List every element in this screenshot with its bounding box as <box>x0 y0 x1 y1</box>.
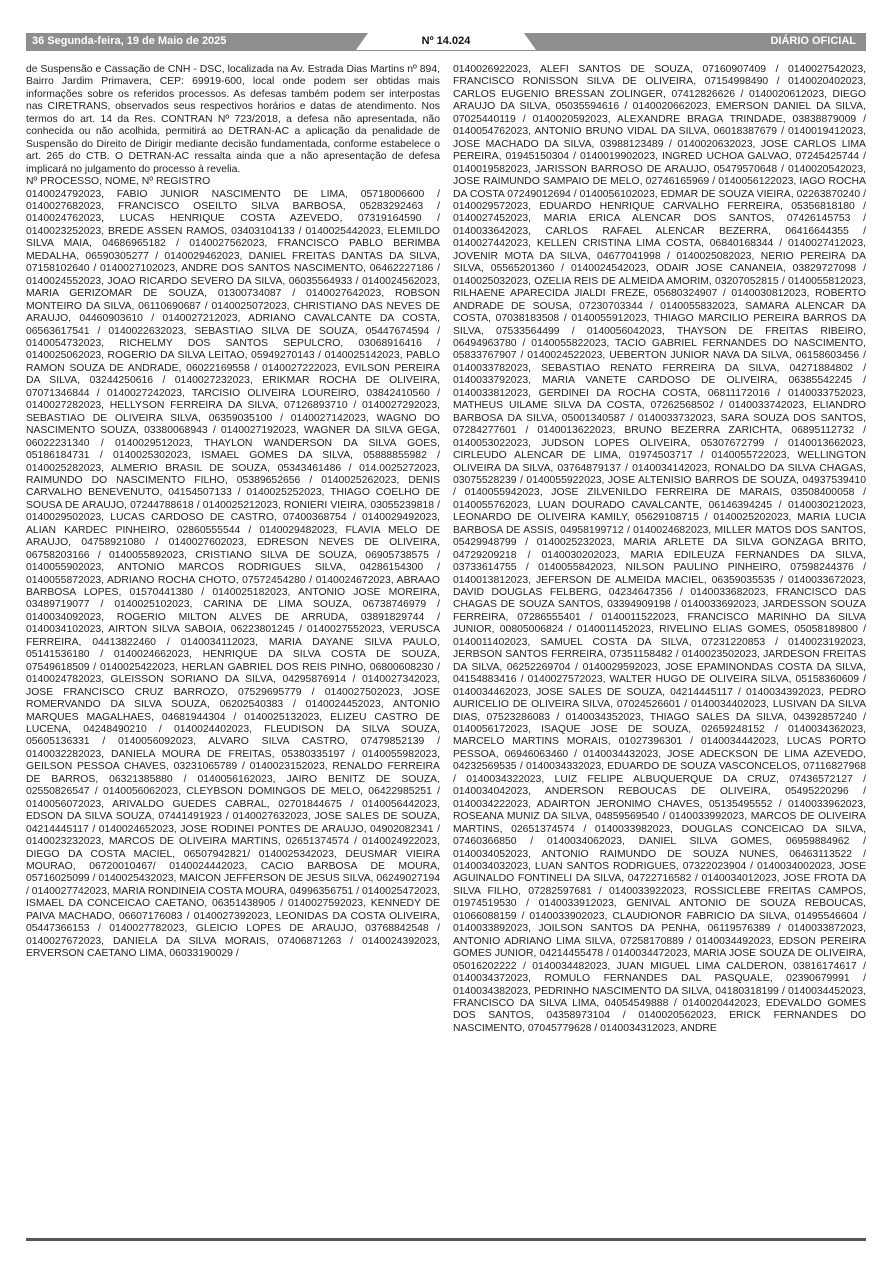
process-list-left: 0140024792023, FABIO JUNIOR NASCIMENTO DE LIMA, 05718006600 / 0140027682023, FRANCISCO OSEILTO SILVA BARBOSA, 05283292463 / 0140024762023, LUCAS HENRIQUE COSTA AZEVEDO, 07319164590 / 0140023252023, BREDE ASSEN RAMOS, 03403104133 / 0140025442023, ELEMILDO SILVA MAIA, 04686965182 / 0140027562023, FRANCISCO PABLO BERIMBA MEDALHA, 06590305277 / 0140029462023, DANIEL FREITAS DANTAS DA SILVA, 07158102640 / 0140027102023, ANDRE DOS SANTOS NASCIMENTO, 06462227186 / 0140024552023, JOAO RICARDO SEVERO DA SILVA, 06035564933 / 0140024562023, MARIA GERIZOMAR DE SOUZA, 01300734087 / 0140027642023, ROBSON MONTEIRO DA SILVA, 06110690687 / 0140025072023, CHRISTIANO DAS NEVES DE ARAUJO, 04460903610 / 0140027212023, ADRIANO CAVALCANTE DA COSTA, 06563617541 / 0140022632023, SEBASTIAO SILVA DE SOUZA, 05447674594 / 0140054732023, RICHELMY DOS SANTOS SEPULCRO, 03068916416 / 0140025062023, ROGERIO DA SILVA LEITAO, 05949270143 / 0140025142023, PABLO RAMON SOUZA DE ANDRADE, 06022169558 / 0140027222023, EVILSON PEREIRA DA SILVA, 03244250616 / 0140027232023, ERIKMAR ROCHA DE OLIVEIRA, 07071346844 / 0140027242023, TARCISIO OLIVEIRA LOUREIRO, 03842410560 / 0140027282023, HELLYSON FERREIRA DA SILVA, 07126893710 / 0140027292023, SEBASTIAO DE OLIVEIRA SILVA, 06359035100 / 0140027142023, WAGNO DO NASCIMENTO SOUZA, 03380068943 / 0140027192023, WAGNER DA SILVA GEGA, 06022231340 / 0140029512023, THAYLON WANDERSON DA SILVA GOES, 05186184731 / 0140025302023, ISMAEL GOMES DA SILVA, 05888855982 / 0140025282023, ALMERIO BRASIL DE SOUZA, 05343461486 / 014.0025272023, RAIMUNDO DO NASCIMENTO FILHO, 05389652656 / 0140025262023, DENIS CARVALHO BENEVENUTO, 04154507133 / 0140025252023, THIAGO COELHO DE SOUSA DE ARAUJO, 07244788618 / 0140025212023, RONIERI VIEIRA, 03055239818 / 0140029502023, LUCAS CARDOSO DE CASTRO, 07400368754 / 0140029492023, ALIAN KARDEC PINHEIRO, 02860555544 / 0140029482023, FLAVIA MELO DE ARAUJO, 04758921080 / 0140027602023, EDRESON NEVES DE OLIVEIRA, 06758203166 / 0140055892023, CRISTIANO SILVA DE SOUZA, 06905738575 / 0140055902023, ANTONIO MARCOS RODRIGUES SILVA, 04286154300 / 0140055872023, ADRIANO ROCHA CHOTO, 07572454280 / 0140024672023, ABRAAO BARBOSA LOPES, 01570441380 / 0140025182023, ANTONIO JOSE MOREIRA, 03489719077 / 0140025102023, CARINA DE LIMA SOUZA, 06738746979 / 0140034092023, ROGERIO MILTON ALVES DE ARRUDA, 03891829744 / 0140034102023, AIRTON SILVA SABOIA, 06223801245 / 0140027552023, VERUSCA FERREIRA, 04413822460 / 0140034112023, MARIA DAYANE SILVA PAULO, 05141536180 / 0140024662023, HENRIQUE DA SILVA COSTA DE SOUZA, 07549618509 / 0140025422023, HERLAN GABRIEL DOS REIS PINHO, 06800608230 / 0140024782023, GLEISSON SORIANO DA SILVA, 04295876914 / 0140027342023, JOSE FRANCISCO CRUZ BARROZO, 07529695779 / 0140027502023, JOSE ROMERVANDO DA SILVA SOUZA, 06202540383 / 0140024452023, ANTONIO MARQUES MAGALHAES, 04681944304 / 0140025132023, ELIZEU CASTRO DE LUCENA, 04248490210 / 0140024402023, FLEUDISON DA SILVA SOUZA, 05605136331 / 0140056092023, ALVARO SILVA CASTRO, 07479852139 / 0140032282023, DANIELA MOURA DE FREITAS, 05380335197 / 0140055982023, GEILSON PESSOA CHAVES, 03231065789 / 0140023152023, RENALDO FERREIRA DE BARROS, 06321385880 / 0140056162023, JAIRO BENITZ DE SOUZA, 02550826547 / 0140056062023, CLEYBSON DOMINGOS DE MELO, 06422985251 / 0140056072023, ARIVALDO GUEDES CABRAL, 02701844675 / 0140056442023, EDSON DA SILVA SOUZA, 07441491923 / 0140027632023, JOSE SALES DE SOUZA, 04214445117 / 0140024652023, JOSE RODINEI PONTES DE ARAUJO, 04902082341 / 0140023232023, MARCOS DE OLIVEIRA MARTINS, 02651374574 / 0140024922023, DIEGO DA COSTA MACIEL, 06507942821/ 0140025342023, DEUSMAR VIEIRA MOURAO, 06720010467/ 0140024442023, CACIO BARBOSA DE MOURA, 05716025099 / 0140025432023, MAICON JEFFERSON DE JESUS SILVA, 06249027194 / 0140027742023, MARIA RONDINEIA COSTA MOURA, 04996356751 / 0140025472023, ISMAEL DA CONCEICAO CAETANO, 06351438905 / 0140027592023, KENNEDY DE PAIVA MACHADO, 06607176083 / 0140027392023, LEONIDAS DA COSTA OLIVEIRA, 05447366153 / 0140027782023, GLEICIO LOPES DE ARAUJO, 03768842548 / 0140027672023, DANIELA DA SILVA MORAIS, 07406871263 / 0140024392023, ERVERSON CAETANO LIMA, 06033190029 / <box>26 188 440 960</box>
page-number-date: 36 Segunda-feira, 19 de Maio de 2025 <box>32 35 227 47</box>
publication-title: DIÁRIO OFICIAL <box>770 35 856 47</box>
right-column <box>453 64 866 1224</box>
header-divider <box>26 50 866 51</box>
header-center-tab <box>356 33 536 50</box>
list-heading: Nº PROCESSO, NOME, Nº REGISTRO <box>26 176 211 188</box>
header-right-band <box>536 33 866 50</box>
header-left-band <box>26 33 356 50</box>
page-header <box>26 33 866 50</box>
intro-paragraph: de Suspensão e Cassação de CNH - DSC, localizada na Av. Estrada Dias Martins nº 894, Bairro Jardim Primavera, CEP: 69919-600, local onde podem ser obtidas mais informações sobre os referidos processos. As defesas também podem ser interpostas nas CIRETRANS, observados seus respectivos horários e datas de atendimento. Nos termos do art. 14 da Res. CONTRAN Nº 723/2018, a defesa não apresentada, não conhecida ou não acolhida, permitirá ao DETRAN-AC a aplicação da penalidade de Suspensão do Direito de Dirigir mediante decisão fundamentada, conforme estabelece o art. 265 do CTB. O DETRAN-AC ressalta ainda que a não apresentação de defesa implicará no julgamento do processo à revelia. <box>26 64 440 175</box>
left-column <box>26 64 440 1224</box>
edition-number: Nº 14.024 <box>421 35 471 47</box>
process-list-right: 0140026922023, ALEFI SANTOS DE SOUZA, 07160907409 / 0140027542023, FRANCISCO RONISSON SILVA DE OLIVEIRA, 07154998490 / 0140020402023, CARLOS EUGENIO BRESSAN ZOLINGER, 07412826626 / 0140020612023, DIEGO ARAUJO DA SILVA, 05035594616 / 0140020662023, EMERSON DANIEL DA SILVA, 07025440119 / 0140020592023, ALEXANDRE BRAGA TRINDADE, 03838879009 / 0140054762023, ANTONIO BRUNO VIDAL DA SILVA, 06018387679 / 0140019412023, JOSE MACHADO DA SILVA, 03988123489 / 0140020632023, JOSE CARLOS LIMA PEREIRA, 01945150304 / 0140019902023, INGRED UCHOA GALVAO, 07245425744 / 0140019582023, JARISSON BARROSO DE ARAUJO, 05479570648 / 0140020542023, JOSE RAIMUNDO SAMPAIO DE MELO, 02746165969 / 0140056122023, IAGO ROCHA DA COSTA 07249012694 / 0140056102023, EDMAR DE SOUZA VIEIRA, 02263870240 / 0140029572023, EDUARDO HENRIQUE CARVALHO FERREIRA, 05356818180 / 0140027452023, MARIA ERICA ALENCAR DOS SANTOS, 07426145753 / 0140033642023, CARLOS RAFAEL ALENCAR BEZERRA, 06416644355 / 0140027442023, KELLEN CRISTINA LIMA COSTA, 06840168344 / 0140027412023, JOVENIR MOTA DA SILVA, 04677041998 / 0140025082023, NERIO PEREIRA DA SILVA, 05565201360 / 0140024542023, ODAIR JOSE CANANEIA, 03829727098 / 0140025032023, OZELIA REIS DE ALMEIDA AMORIM, 03207052815 / 0140055812023, RILHAENE APARECIDA JIALDI FREZE, 05680324907 / 0140030812023, ROBERTO ANDRADE DE SOUSA, 07230703344 / 0140055832023, SAMARA ALENCAR DA COSTA, 07038183508 / 0140055912023, THIAGO MARCILIO PEREIRA BARROS DA SILVA, 07533564499 / 0140056042023, THAYSON DE FREITAS RIBEIRO, 06494963780 / 0140055822023, TACIO GABRIEL FERNANDES DO NASCIMENTO, 05833767907 / 0140024522023, UEBERTON JUNIOR NAVA DA SILVA, 06158603456 / 0140033782023, SEBASTIAO RENATO FERREIRA DA SILVA, 04271884802 / 0140033792023, MARIA VANETE CARDOSO DE OLIVEIRA, 06385542245 / 0140033812023, GERDINEI DA ROCHA COSTA, 06811172016 / 0140033752023, MATHEUS UILAME SILVA DA COSTA, 07262568502 / 0140033742023, ELIANDRO BARBOSA DA SILVA, 05001340587 / 0140033732023, SARA SOUZA DOS SANTOS, 07284277601 / 0140013622023, BRUNO BEZERRA ZARICHTA, 06895112732 / 0140053022023, JUDSON LOPES OLIVEIRA, 05307672799 / 0140013662023, CIRLEUDO ALENCAR DE LIMA, 01974503717 / 0140055722023, WELLINGTON OLIVEIRA DA SILVA, 03764879137 / 0140034142023, RONALDO DA SILVA CHAGAS, 03075528239 / 0140055922023, JOSE ALTENISIO BARROS DE SOUZA, 04937539410 / 0140055942023, JOSE ZILVENILDO FERREIRA DE MARAIS, 03508400058 / 0140055762023, LUAN DOURADO CAVALCANTE, 06146394245 / 0140030212023, LEONARDO DE OLIVEIRA KAMILY, 05629108715 / 0140025202023, MARIA LUCIA BARBOSA DE ASSIS, 04958199712 / 0140024682023, MILLER MATOS DOS SANTOS, 05429948799 / 0140025232023, MARIA ARLETE DA SILVA GONZAGA BRITO, 04729209218 / 0140030202023, MARIA EDILEUZA FERNANDES DA SILVA, 03733614755 / 0140055842023, NILSON PAULINO PINHEIRO, 07598244376 / 0140013812023, JEFERSON DE ALMEIDA MACIEL, 06359035535 / 0140033672023, DAVID DOUGLAS FELBERG, 04234647356 / 0140033682023, FRANCISCO DAS CHAGAS DE SOUZA SANTOS, 03394909198 / 0140033692023, JARDESSON SOUZA FERREIRA, 07286555401 / 0140011522023, FRANCISCO MARINHO DA SILVA JUNIOR, 00805006824 / 0140011452023, RIVELINO ELIAS GOMES, 05058189800 / 0140011402023, SAMUEL COSTA DA SILVA, 07231220853 / 0140023192023, JERBSON SANTOS FERREIRA, 07351158482 / 0140023502023, JARDESON FREITAS DA SILVA, 06252269704 / 0140029592023, JOSE EPAMINONDAS COSTA DA SILVA, 04154883416 / 0140027572023, WALTER HUGO DE OLIVEIRA SILVA, 05158360609 / 0140034462023, JOSE SALES DE SOUZA, 04214445117 / 0140034392023, PEDRO AURICELIO DE OLIVEIRA SILVA, 07024526601 / 0140034402023, LUSIVAN DA SILVA DIAS, 07523286083 / 0140034352023, THIAGO SALES DA SILVA, 04392857240 / 0140056172023, ISAQUE JOSE DE SOUZA, 02659248152 / 0140034362023, MARCELO MARTINS MORAIS, 01027396301 / 0140034442023, LUCAS PORTO PESSOA, 06946063460 / 0140034432023, JOSE ADECKSON DE LIMA AZEVEDO, 04232569535 / 0140034332023, EDUARDO DE SOUZA VASCONCELOS, 07116827968 / 0140034322023, LUIZ FELIPE ALBUQUERQUE DA CRUZ, 07436572127 / 0140034042023, ANDERSON REBOUCAS DE OLIVEIRA, 05495220296 / 0140034222023, ADAIRTON JERONIMO CHAVES, 05135495552 / 0140033962023, ROSEANA MUNIZ DA SILVA, 04859569540 / 0140033992023, MARCOS DE OLIVEIRA MARTINS, 02651374574 / 0140033982023, DOUGLAS CONCEICAO DA SILVA, 07460366850 / 0140034062023, DANIEL SILVA GOMES, 06959884962 / 0140034052023, ANTONIO RAIMUNDO DE SOUZA NUNES, 06463113522 / 0140034032023, LUAN SANTOS RODRIGUES, 07322023904 / 0140034002023, JOSE AGUINALDO FONTINELI DA SILVA, 04722716582 / 0140034012023, JOSE FROTA DA SILVA FILHO, 07282597681 / 0140033922023, ROSSICLEBE FREITAS CAMPOS, 01974519530 / 0140033912023, GENIVAL ANTONIO DE SOUZA REBOUCAS, 01066088159 / 0140033902023, CLAUDIONOR FABRICIO DA SILVA, 01495546604 / 0140033892023, JOILSON SANTOS DA PENHA, 06119576389 / 0140033872023, ANTONIO ADRIANO LIMA SILVA, 07258170889 / 0140034492023, EDSON PEREIRA GOMES JUNIOR, 04214455478 / 0140034472023, MARIA JOSE SOUZA DE OLIVEIRA, 05016202222 / 0140034482023, JUAN MIGUEL LIMA CALDERON, 03816174617 / 0140034372023, ROMULO FERNANDES DAL PASQUALE, 02390679991 / 0140034382023, PEDRINHO NASCIMENTO DA SILVA, 04180318199 / 0140034452023, FRANCISCO DA SILVA LIMA, 04054549888 / 0140020442023, EDEVALDO GOMES DOS SANTOS, 04358973104 / 0140020562023, ERICK FERNANDES DO NASCIMENTO, 07045779628 / 0140034312023, ANDRE <box>453 64 866 1034</box>
footer-divider <box>26 1238 866 1241</box>
